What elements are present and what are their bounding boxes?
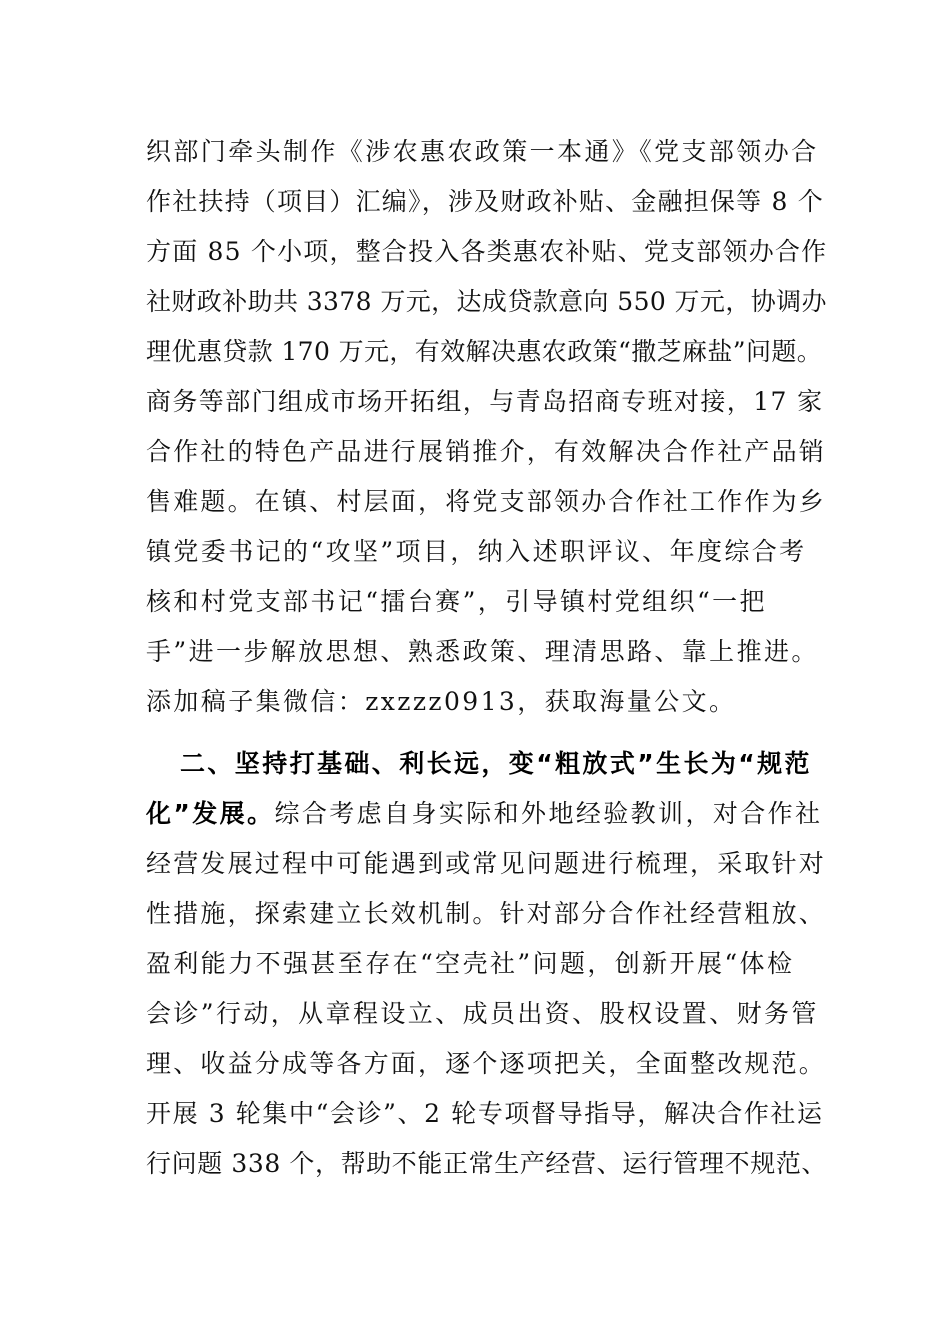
paragraph-1-line-12: 添加稿子集微信：zxzzz0913，获取海量公文。: [146, 687, 737, 716]
paragraph-2-line-4: 盈利能力不强甚至存在“空壳社”问题，创新开展“体检: [146, 949, 795, 978]
paragraph-1-line-4: 社财政补助共 3378 万元，达成贷款意向 550 万元，协调办: [146, 287, 827, 316]
paragraph-2-line-1: [146, 792, 826, 836]
paragraph-1-line-8: 售难题。在镇、村层面，将党支部领办合作社工作作为乡: [146, 487, 827, 516]
paragraph-2-line-2: 经营发展过程中可能遇到或常见问题进行梳理，采取针对: [146, 849, 827, 878]
section-heading-end: 化”发展。: [146, 799, 275, 828]
paragraph-1-line-2: 作社扶持（项目）汇编》，涉及财政补贴、金融担保等 8 个: [146, 187, 824, 216]
paragraph-2-line-6: 理、收益分成等各方面，逐个逐项把关，全面整改规范。: [146, 1049, 827, 1078]
paragraph-1-line-3: 方面 85 个小项，整合投入各类惠农补贴、党支部领办合作: [146, 237, 828, 266]
paragraph-1-line-9: 镇党委书记的“攻坚”项目，纳入述职评议、年度综合考: [146, 537, 807, 566]
paragraph-2-line-7: 开展 3 轮集中“会诊”、2 轮专项督导指导，解决合作社运: [146, 1099, 824, 1128]
section-heading: 二、坚持打基础、利长远，变“粗放式”生长为“规范: [180, 749, 812, 778]
paragraph-1-line-5: 理优惠贷款 170 万元，有效解决惠农政策“撒芝麻盐”问题。: [146, 337, 823, 366]
paragraph-2-line-8: 行问题 338 个，帮助不能正常生产经营、运行管理不规范、: [146, 1149, 828, 1178]
paragraph-1-line-11: 手”进一步解放思想、熟悉政策、理清思路、靠上推进。: [146, 637, 819, 666]
paragraph-2-line-1-text: 综合考虑自身实际和外地经验教训，对合作社: [274, 799, 823, 828]
paragraph-1-line-7: 合作社的特色产品进行展销推介，有效解决合作社产品销: [146, 437, 827, 466]
paragraph-1-line-6: 商务等部门组成市场开拓组，与青岛招商专班对接，17 家: [146, 387, 824, 416]
paragraph-1-line-1: 织部门牵头制作《涉农惠农政策一本通》《党支部领办合: [146, 137, 819, 166]
paragraph-2-line-3: 性措施，探索建立长效机制。针对部分合作社经营粗放、: [146, 899, 827, 928]
paragraph-1-line-10: 核和村党支部书记“擂台赛”，引导镇村党组织“一把: [146, 587, 767, 616]
paragraph-2-line-5: 会诊”行动，从章程设立、成员出资、股权设置、财务管: [146, 999, 819, 1028]
